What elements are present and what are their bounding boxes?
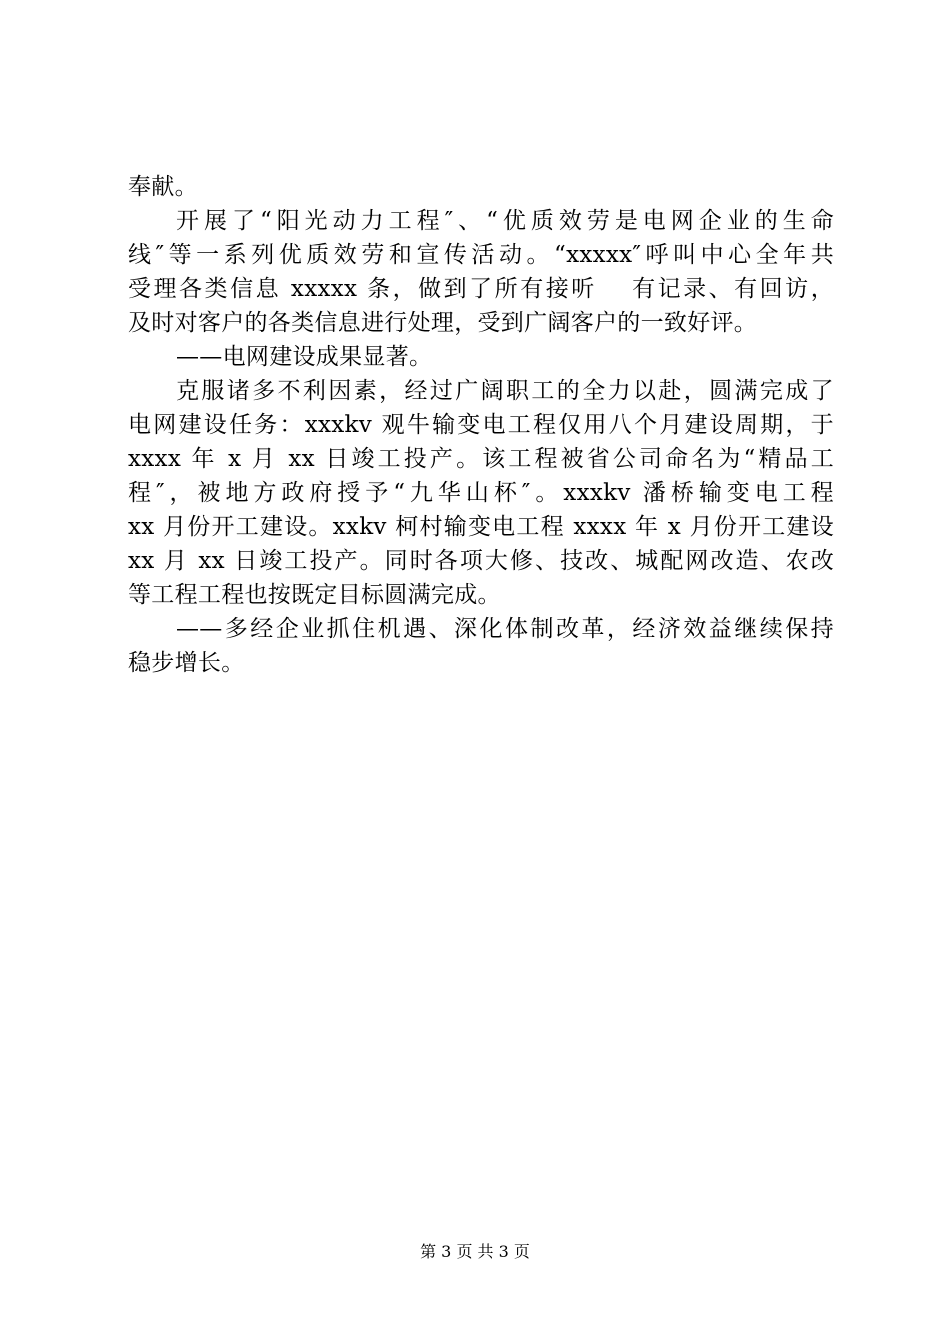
text-line: 受理各类信息 xxxxx 条，做到了所有接听 有记录、有回访，: [128, 276, 834, 302]
section-heading: ——电网建设成果显著。: [176, 344, 433, 370]
text-line: 克服诸多不利因素，经过广阔职工的全力以赴，圆满完成了: [176, 378, 834, 404]
text-line: 线″等一系列优质效劳和宣传活动。“xxxxx″呼叫中心全年共: [128, 242, 834, 268]
text-line: 等工程工程也按既定目标圆满完成。: [128, 582, 501, 608]
text-line: xx 月份开工建设。xxkv 柯村输变电工程 xxxx 年 x 月份开工建设: [128, 514, 834, 540]
page-footer: 第 3 页 共 3 页: [420, 1242, 530, 1261]
text-line: 及时对客户的各类信息进行处理，受到广阔客户的一致好评。: [128, 310, 758, 336]
text-line: 稳步增长。: [128, 650, 245, 676]
document-body: [128, 170, 834, 680]
text-line: 程″，被地方政府授予“九华山杯″。xxxkv 潘桥输变电工程: [128, 480, 834, 506]
text-line: xxxx 年 x 月 xx 日竣工投产。该工程被省公司命名为“精品工: [128, 446, 834, 472]
text-line: 电网建设任务：xxxkv 观牛输变电工程仅用八个月建设周期，于: [128, 412, 834, 438]
section-heading: ——多经企业抓住机遇、深化体制改革，经济效益继续保持: [176, 616, 834, 642]
text-line: xx 月 xx 日竣工投产。同时各项大修、技改、城配网改造、农改: [128, 548, 834, 574]
text-line: 开展了“阳光动力工程″、“优质效劳是电网企业的生命: [176, 208, 834, 234]
text-line: 奉献。: [128, 174, 198, 200]
